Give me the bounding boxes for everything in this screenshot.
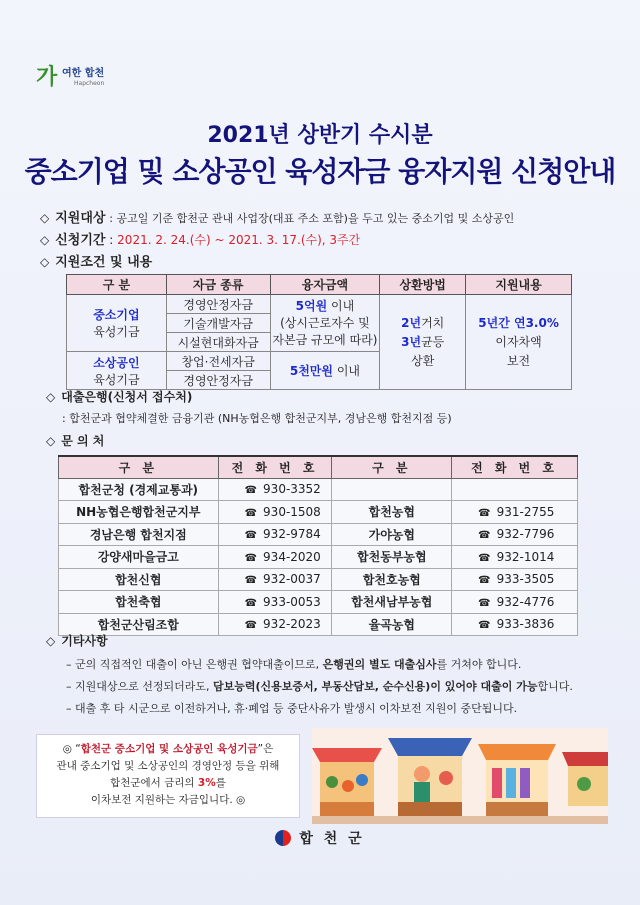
phone-icon: ☎ xyxy=(244,552,258,564)
group-small-biz-name: 소상공인 xyxy=(93,355,140,370)
phone-icon: ☎ xyxy=(478,552,491,564)
amount-sme xyxy=(270,295,380,352)
phone-number: 930-1508 xyxy=(263,504,321,519)
phone-icon: ☎ xyxy=(244,620,258,632)
phone-number: 932-1014 xyxy=(496,549,555,564)
th-repay: 상환방법 xyxy=(380,275,466,295)
etc-label: 기타사항 xyxy=(61,634,108,648)
contact-phone xyxy=(218,478,332,501)
th-fund-type: 자금 종류 xyxy=(166,275,270,295)
contact-org: 경남은행 합천지점 xyxy=(59,523,219,546)
support-line3: 보전 xyxy=(506,353,531,368)
phone-number: 933-3505 xyxy=(496,572,555,587)
contact-org: 합천농협 xyxy=(332,501,452,524)
contact-phone xyxy=(218,568,332,591)
etc-line1-a: – 군의 직접적인 대출이 아닌 은행권 협약대출이므로, xyxy=(66,658,323,671)
contact-label: 문 의 처 xyxy=(61,434,105,448)
th-amount: 융자금액 xyxy=(270,275,380,295)
contact-table xyxy=(58,455,578,636)
period-label: 신청기간 xyxy=(55,233,106,248)
phone-icon: ☎ xyxy=(244,575,258,587)
fund-type: 창업·전세자금 xyxy=(166,352,270,371)
phone-number: 932-7796 xyxy=(496,527,555,542)
table-row xyxy=(59,478,578,501)
contact-phone xyxy=(218,613,332,636)
market-illustration xyxy=(312,728,608,824)
diamond-icon: ◇ xyxy=(40,255,50,269)
contact-org xyxy=(332,478,452,501)
repay-word: 상환 xyxy=(411,353,435,368)
group-small-biz-fund: 육성기금 xyxy=(93,372,140,387)
amount-small-rest: 이내 xyxy=(333,364,360,378)
hapcheon-emblem-icon xyxy=(275,830,291,846)
amount-small-biz xyxy=(270,352,380,390)
support-rate: 5년간 연3.0% xyxy=(478,315,559,330)
group-sme xyxy=(67,295,167,352)
group-small-biz xyxy=(67,352,167,390)
support-target-text: : 공고일 기준 합천군 관내 사업장(대표 주소 포함)을 두고 있는 중소기업 및 소상공인 xyxy=(109,212,515,225)
phone-icon: ☎ xyxy=(244,507,258,519)
fund-info-box xyxy=(36,734,300,818)
contact-org: 가야농협 xyxy=(332,523,452,546)
logo-sub: Hapcheon xyxy=(74,80,105,87)
contact-org: 합천신협 xyxy=(59,568,219,591)
box-line2: 관내 중소기업 및 소상공인의 경영안정 등을 위해 xyxy=(56,760,280,772)
bank-row xyxy=(46,388,192,405)
table-row xyxy=(59,523,578,546)
th-support: 지원내용 xyxy=(466,275,572,295)
phone-number: 930-3352 xyxy=(263,482,321,497)
box-line1-c: ”은 xyxy=(257,743,274,755)
box-line3 xyxy=(37,775,299,792)
conditions-label: 지원조건 및 내용 xyxy=(55,255,153,270)
th-phone: 전 화 번 호 xyxy=(452,456,578,478)
period-row xyxy=(40,229,360,248)
phone-number: 933-3836 xyxy=(496,617,555,632)
phone-number: 933-0053 xyxy=(263,594,321,609)
footer xyxy=(0,828,640,848)
contact-phone xyxy=(452,523,578,546)
etc-line1-c: 를 거쳐야 합니다. xyxy=(436,658,522,671)
title-line2: 중소기업 및 소상공인 육성자금 융자지원 신청안내 xyxy=(24,155,616,188)
phone-icon: ☎ xyxy=(478,530,491,542)
th-org: 구 분 xyxy=(332,456,452,478)
fund-type: 경영안정자금 xyxy=(166,371,270,390)
th-category: 구 분 xyxy=(67,275,167,295)
contact-org: 합천군청 (경제교통과) xyxy=(59,478,219,501)
fund-type: 경영안정자금 xyxy=(166,295,270,314)
phone-number: 931-2755 xyxy=(496,504,555,519)
logo-name: 여한 합천 xyxy=(62,68,105,79)
etc-line2-c: 합니다. xyxy=(537,680,573,693)
table-row xyxy=(59,501,578,524)
repay-equal-label: 균등 xyxy=(421,334,445,349)
contact-phone xyxy=(452,546,578,569)
etc-line1-b: 은행권의 별도 대출심사 xyxy=(322,658,437,671)
contact-phone xyxy=(218,546,332,569)
bank-label: 대출은행(신청서 접수처) xyxy=(61,390,193,404)
etc-line1 xyxy=(66,656,521,672)
contact-org: 합천축협 xyxy=(59,591,219,614)
title-line1: 2021년 상반기 수시분 xyxy=(207,123,433,148)
diamond-icon: ◇ xyxy=(46,434,56,448)
diamond-icon: ◇ xyxy=(46,390,56,404)
table-row xyxy=(59,613,578,636)
box-rate: 3% xyxy=(197,777,216,789)
amount-sme-value: 5억원 xyxy=(295,298,328,313)
contact-org: 합천호농협 xyxy=(332,568,452,591)
diamond-icon: ◇ xyxy=(40,233,50,247)
box-line3-a: 합천군에서 금리의 xyxy=(110,777,198,789)
phone-number: 932-0037 xyxy=(263,572,321,587)
logo-mark: 가 xyxy=(36,64,58,90)
phone-icon: ☎ xyxy=(244,530,258,542)
support-line2: 이자차액 xyxy=(495,334,542,349)
conditions-row xyxy=(40,251,152,270)
th-phone: 전 화 번 호 xyxy=(218,456,332,478)
contact-org: 합천동부농협 xyxy=(332,546,452,569)
amount-small-value: 5천만원 xyxy=(289,364,333,378)
period-colon: : xyxy=(109,233,114,247)
group-sme-name: 중소기업 xyxy=(93,308,140,322)
contact-phone xyxy=(452,478,578,501)
etc-line2-a: – 지원대상으로 선정되더라도, xyxy=(66,680,213,693)
table-row xyxy=(59,568,578,591)
contact-phone xyxy=(218,591,332,614)
phone-number: 932-2023 xyxy=(263,617,321,632)
box-line3-c: 를 xyxy=(215,777,226,789)
phone-icon: ☎ xyxy=(478,620,491,632)
etc-row xyxy=(46,632,108,649)
contact-phone xyxy=(452,568,578,591)
phone-number: 932-9784 xyxy=(263,527,321,542)
box-line4: 이차보전 지원하는 자금입니다. ◎ xyxy=(90,794,246,806)
contact-org: 합천군산림조합 xyxy=(59,613,219,636)
table-row xyxy=(59,591,578,614)
phone-icon: ☎ xyxy=(244,597,258,609)
phone-icon: ☎ xyxy=(478,597,491,609)
footer-name: 합 천 군 xyxy=(299,831,365,847)
contact-phone xyxy=(218,501,332,524)
table-row xyxy=(59,546,578,569)
support-content xyxy=(466,295,572,390)
amount-note2: 자본금 규모에 따라) xyxy=(272,332,378,347)
phone-icon: ☎ xyxy=(244,485,258,497)
diamond-icon: ◇ xyxy=(40,211,50,225)
etc-line3: – 대출 후 타 시군으로 이전하거나, 휴·폐업 등 중단사유가 발생시 이차보전 지원이 중단됩니다. xyxy=(66,702,518,715)
contact-row xyxy=(46,432,104,449)
box-line1 xyxy=(37,741,299,758)
contact-org: NH농협은행합천군지부 xyxy=(59,501,219,524)
fund-type: 시설현대화자금 xyxy=(166,333,270,352)
period-text: 2021. 2. 24.(수) ~ 2021. 3. 17.(수), 3주간 xyxy=(117,233,361,247)
repay-grace: 2년 xyxy=(401,315,422,330)
contact-phone xyxy=(452,613,578,636)
hapcheon-logo xyxy=(36,56,106,92)
repay-method xyxy=(380,295,466,390)
amount-sme-rest: 이내 xyxy=(327,298,355,313)
contact-org: 율곡농협 xyxy=(332,613,452,636)
etc-line2-b: 담보능력(신용보증서, 부동산담보, 순수신용)이 있어야 대출이 가능 xyxy=(213,680,538,693)
group-sme-fund: 육성기금 xyxy=(93,325,140,339)
contact-org: 합천새남부농협 xyxy=(332,591,452,614)
contact-phone xyxy=(218,523,332,546)
contact-phone xyxy=(452,591,578,614)
fund-type: 기술개발자금 xyxy=(166,314,270,333)
conditions-table xyxy=(66,274,572,390)
th-org: 구 분 xyxy=(59,456,219,478)
bank-text: : 합천군과 협약체결한 금융기관 (NH농협은행 합천군지부, 경남은행 합천지점 등) xyxy=(62,412,452,425)
diamond-icon: ◇ xyxy=(46,634,56,648)
phone-number: 932-4776 xyxy=(496,594,555,609)
box-line1-a: ◎ “ xyxy=(62,743,81,755)
etc-line2 xyxy=(66,678,573,694)
phone-icon: ☎ xyxy=(478,575,491,587)
support-target-label: 지원대상 xyxy=(55,211,106,226)
contact-phone xyxy=(452,501,578,524)
phone-number: 934-2020 xyxy=(263,549,321,564)
box-fund-name: 합천군 중소기업 및 소상공인 육성기금 xyxy=(80,743,258,755)
repay-grace-label: 거치 xyxy=(421,315,445,330)
phone-icon: ☎ xyxy=(478,507,491,519)
support-target-row xyxy=(40,207,514,226)
repay-equal: 3년 xyxy=(401,334,422,349)
contact-org: 강양새마을금고 xyxy=(59,546,219,569)
amount-note1: (상시근로자수 및 xyxy=(280,315,370,330)
